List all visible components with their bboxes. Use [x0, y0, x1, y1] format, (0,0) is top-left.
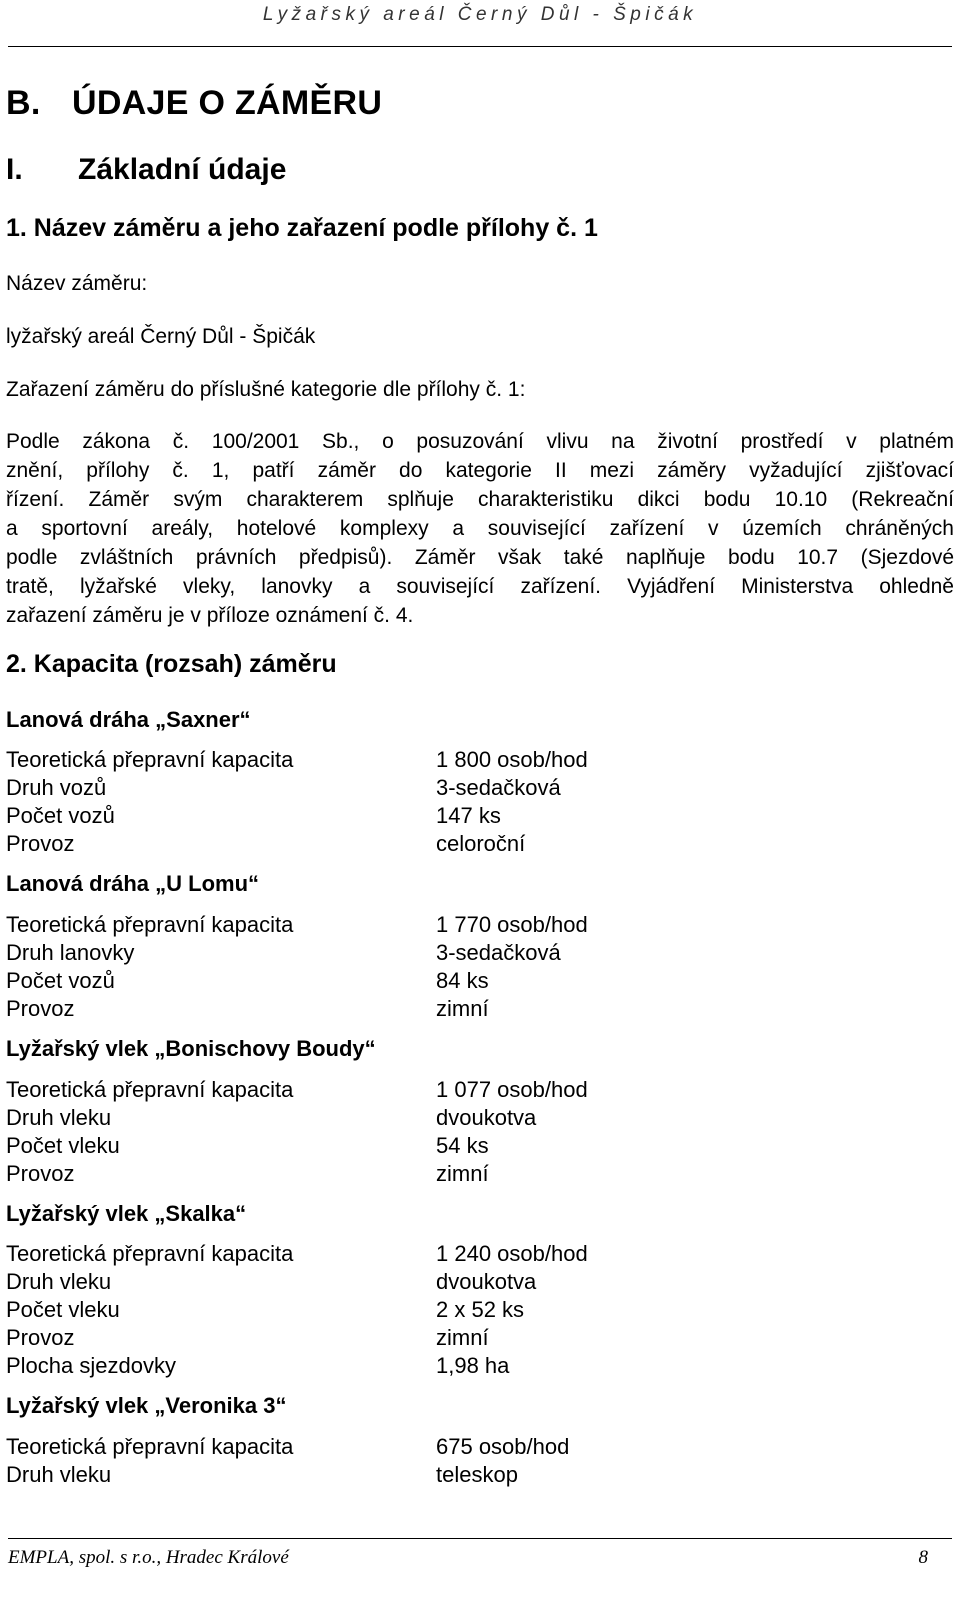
row-value: celoroční	[436, 831, 526, 856]
row-value: 675 osob/hod	[436, 1434, 570, 1459]
facility-row	[6, 802, 706, 830]
facility-row	[6, 1324, 706, 1352]
item2-heading: 2. Kapacita (rozsah) záměru	[6, 650, 337, 678]
running-header: Lyžařský areál Černý Důl - Špičák	[262, 4, 698, 25]
footer-company: EMPLA, spol. s r.o., Hradec Králové	[8, 1547, 289, 1568]
item1-heading: 1. Název záměru a jeho zařazení podle přílohy č. 1	[6, 214, 598, 242]
row-label: Počet vozů	[6, 803, 115, 828]
row-value: 2 x 52 ks	[436, 1297, 525, 1322]
facility-row	[6, 911, 706, 939]
row-value: dvoukotva	[436, 1269, 537, 1294]
section-b-title: ÚDAJE O ZÁMĚRU	[72, 84, 383, 122]
row-value: 54 ks	[436, 1133, 489, 1158]
row-label: Počet vleku	[6, 1133, 120, 1158]
row-label: Druh lanovky	[6, 940, 135, 965]
row-value: 3-sedačková	[436, 940, 561, 965]
row-label: Provoz	[6, 831, 75, 856]
facility-row	[6, 830, 706, 858]
facility-row	[6, 1104, 706, 1132]
paragraph-line: znění, přílohy č. 1, patří záměr do kategorie II mezi záměry vyžadující zjišťovací	[6, 459, 954, 482]
row-label: Provoz	[6, 1161, 75, 1186]
facility-row	[6, 1296, 706, 1324]
row-value: zimní	[436, 1161, 489, 1186]
facility-rows	[6, 911, 706, 1023]
section-b-number: B.	[6, 84, 41, 122]
facility-row	[6, 995, 706, 1023]
row-value: 1 240 osob/hod	[436, 1241, 588, 1266]
footer-rule	[8, 1538, 952, 1539]
row-value: 84 ks	[436, 968, 489, 993]
category-label: Zařazení záměru do příslušné kategorie dle přílohy č. 1:	[6, 378, 526, 401]
row-value: 1 077 osob/hod	[436, 1077, 588, 1102]
row-value: 1,98 ha	[436, 1353, 510, 1378]
row-label: Druh vozů	[6, 775, 107, 800]
row-label: Plocha sjezdovky	[6, 1353, 176, 1378]
row-label: Teoretická přepravní kapacita	[6, 747, 294, 772]
row-label: Počet vleku	[6, 1297, 120, 1322]
facility-row	[6, 746, 706, 774]
paragraph-line: a sportovní areály, hotelové komplexy a související zařízení v územích chráněných	[6, 517, 954, 540]
facility-title: Lyžařský vlek „Skalka“	[6, 1201, 247, 1226]
facility-title: Lyžařský vlek „Bonischovy Boudy“	[6, 1036, 376, 1061]
row-value: 147 ks	[436, 803, 501, 828]
header-rule	[8, 46, 952, 47]
facility-title: Lanová dráha „Saxner“	[6, 707, 251, 732]
row-value: 1 800 osob/hod	[436, 747, 588, 772]
facility-row	[6, 967, 706, 995]
row-value: 1 770 osob/hod	[436, 912, 588, 937]
row-label: Teoretická přepravní kapacita	[6, 1241, 294, 1266]
paragraph-line: řízení. Záměr svým charakterem splňuje charakteristiku dikci bodu 10.10 (Rekreační	[6, 488, 954, 511]
name-value: lyžařský areál Černý Důl - Špičák	[6, 325, 316, 348]
row-label: Druh vleku	[6, 1269, 112, 1294]
facility-rows	[6, 1076, 706, 1188]
row-value: teleskop	[436, 1462, 518, 1487]
facility-row	[6, 1352, 706, 1380]
row-value: zimní	[436, 1325, 489, 1350]
row-label: Teoretická přepravní kapacita	[6, 1434, 294, 1459]
paragraph-line: Podle zákona č. 100/2001 Sb., o posuzování vlivu na životní prostředí v platném	[6, 430, 954, 453]
facility-row	[6, 1160, 706, 1188]
facility-rows	[6, 1240, 706, 1380]
page-number: 8	[918, 1547, 928, 1568]
paragraph-line: podle zvláštních právních předpisů). Záměr však také naplňuje bodu 10.7 (Sjezdové	[6, 546, 954, 569]
row-label: Teoretická přepravní kapacita	[6, 1077, 294, 1102]
row-label: Provoz	[6, 996, 75, 1021]
facility-row	[6, 1132, 706, 1160]
facility-row	[6, 1240, 706, 1268]
facility-row	[6, 939, 706, 967]
facility-row	[6, 1433, 706, 1461]
section-i-number: I.	[6, 153, 23, 186]
name-label: Název záměru:	[6, 272, 148, 295]
facility-title: Lanová dráha „U Lomu“	[6, 871, 260, 896]
row-value: zimní	[436, 996, 489, 1021]
facility-row	[6, 1461, 706, 1489]
row-label: Provoz	[6, 1325, 75, 1350]
facility-row	[6, 1268, 706, 1296]
row-label: Druh vleku	[6, 1462, 112, 1487]
paragraph-line: tratě, lyžařské vleky, lanovky a související zařízení. Vyjádření Ministerstva ohledně	[6, 575, 954, 598]
section-b-heading	[6, 84, 382, 123]
classification-paragraph	[6, 427, 954, 630]
row-label: Počet vozů	[6, 968, 115, 993]
row-label: Teoretická přepravní kapacita	[6, 912, 294, 937]
facility-title: Lyžařský vlek „Veronika 3“	[6, 1393, 287, 1418]
facility-row	[6, 1076, 706, 1104]
row-label: Druh vleku	[6, 1105, 112, 1130]
facility-row	[6, 774, 706, 802]
row-value: 3-sedačková	[436, 775, 561, 800]
section-i-heading	[6, 153, 286, 187]
facility-rows	[6, 1433, 706, 1489]
section-i-title: Základní údaje	[78, 153, 287, 186]
row-value: dvoukotva	[436, 1105, 537, 1130]
facility-rows	[6, 746, 706, 858]
paragraph-line: zařazení záměru je v příloze oznámení č. 4.	[6, 604, 414, 627]
